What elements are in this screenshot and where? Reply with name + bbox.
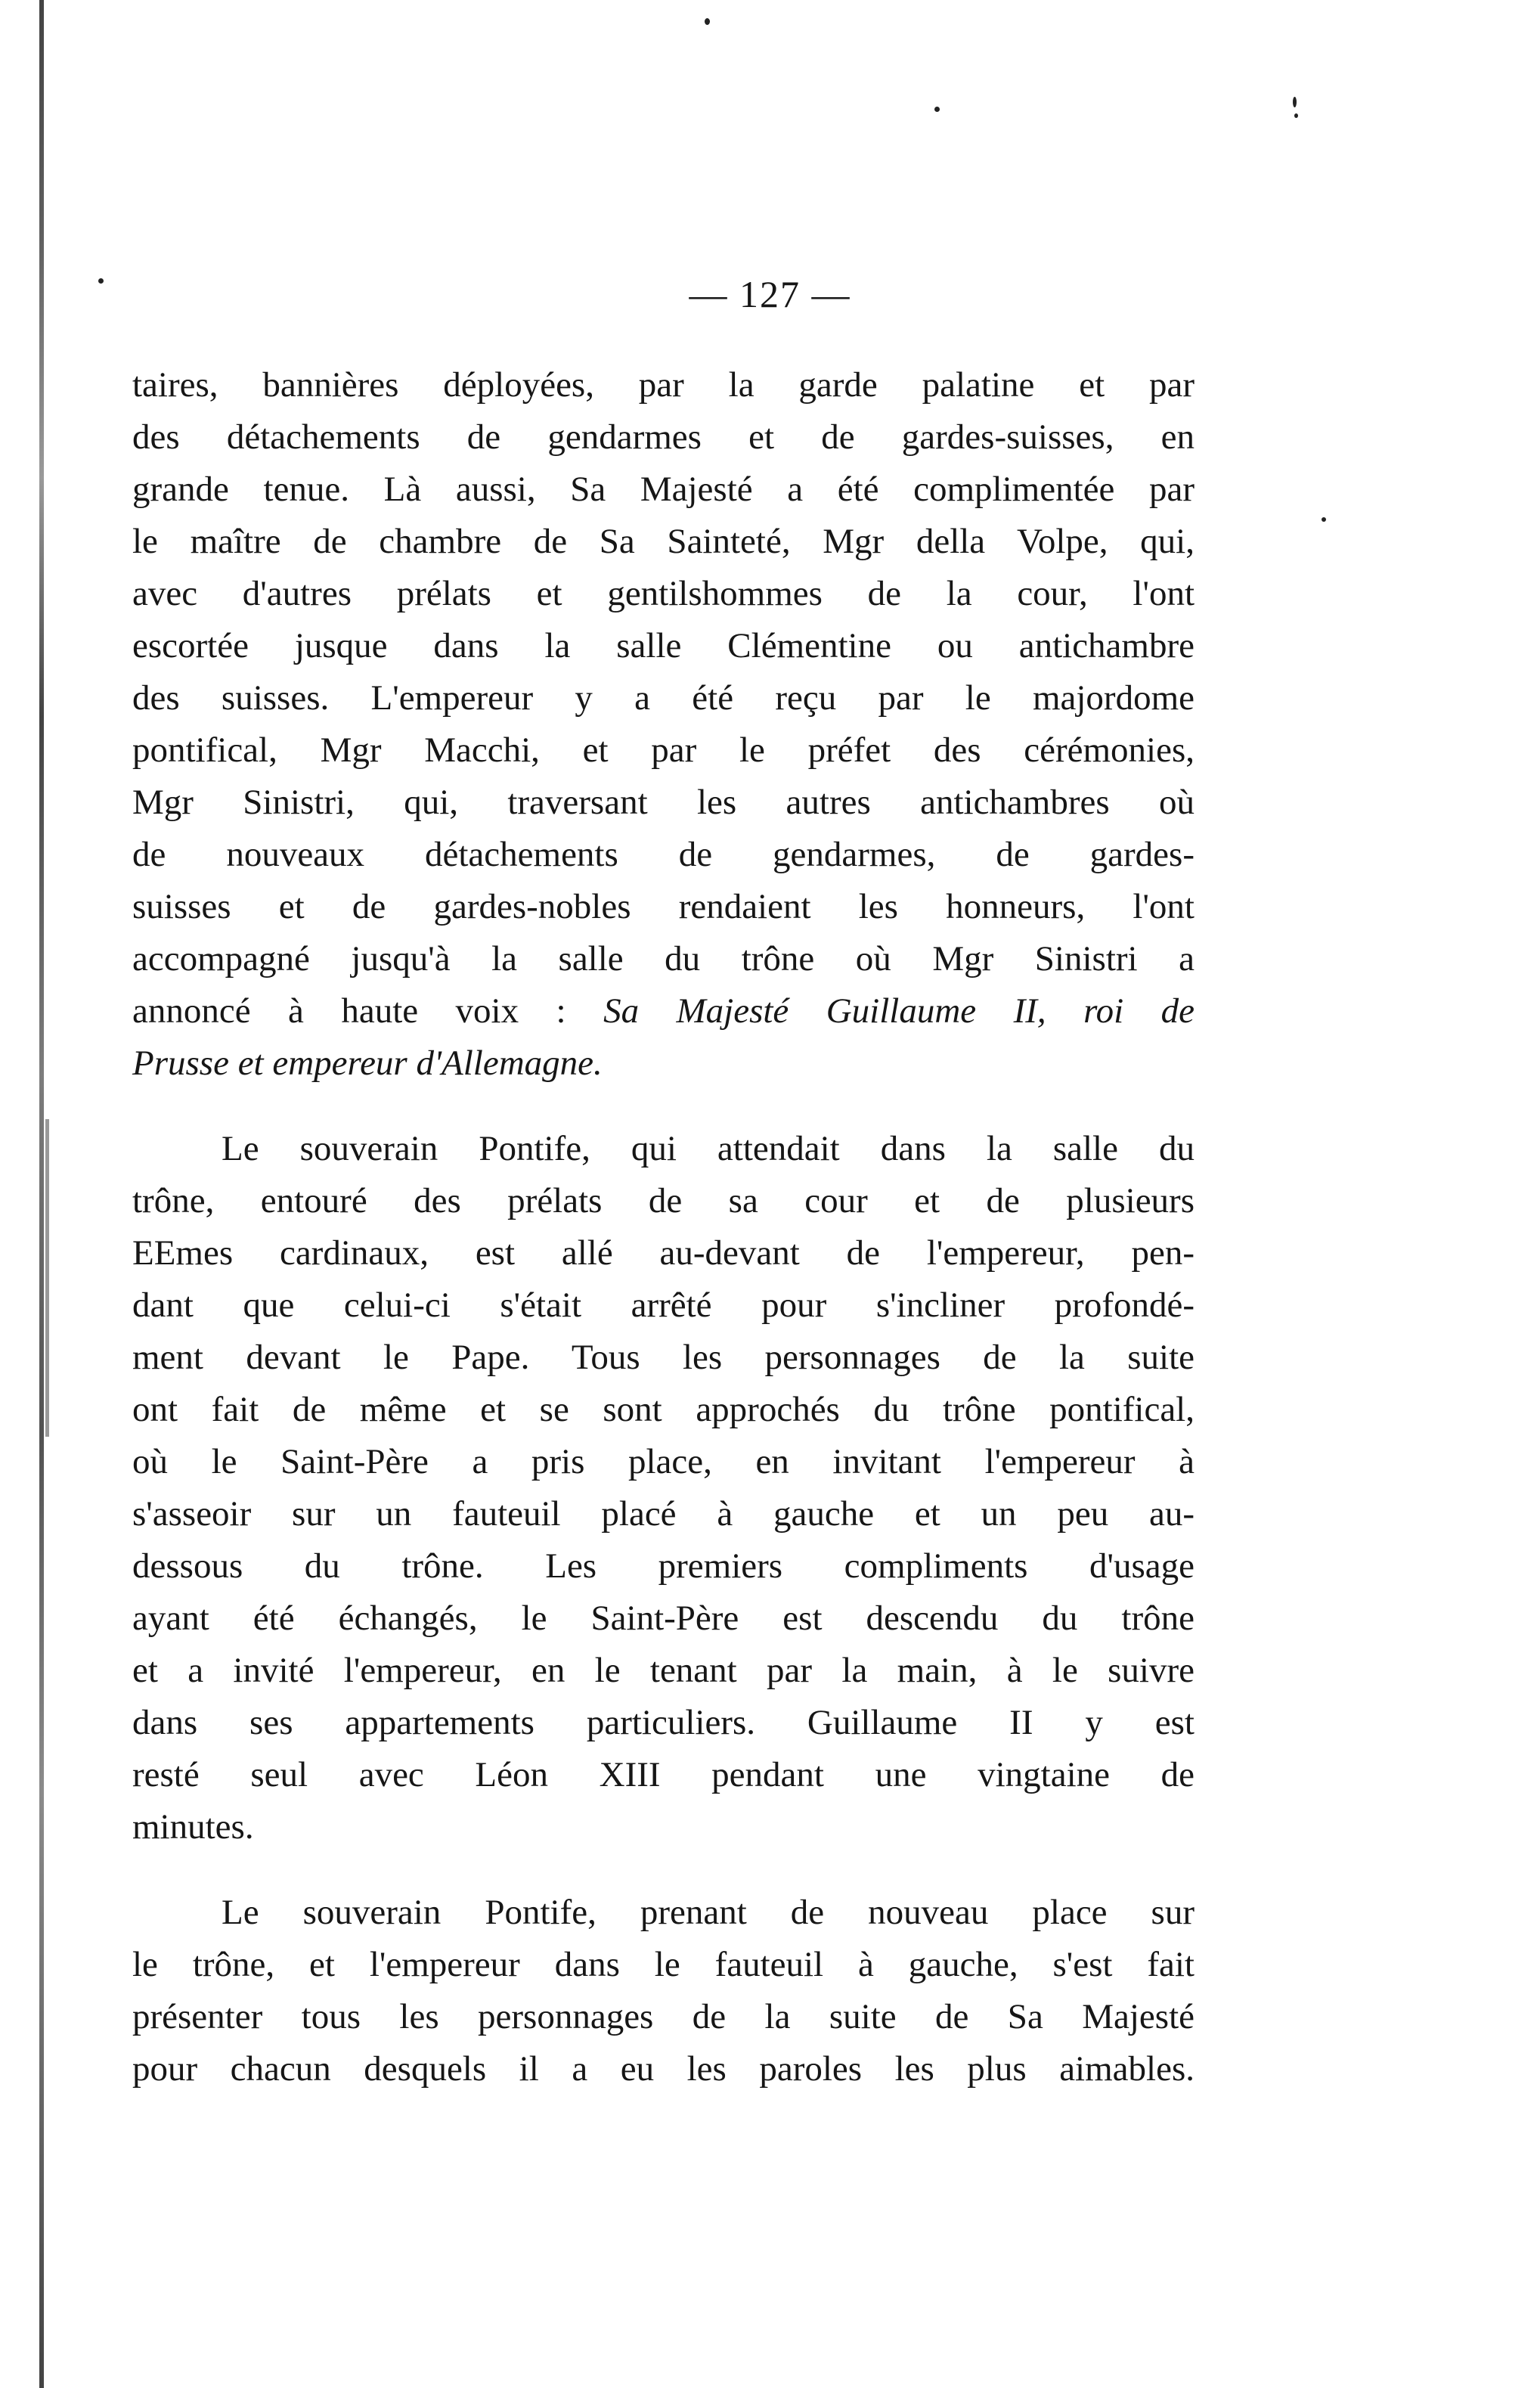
text-line: avec d'autres prélats et gentilshommes de la cour, l'ont (132, 574, 1195, 613)
text-italic: Sa Majesté Guillaume II, roi de (603, 991, 1195, 1031)
text-line: grande tenue. Là aussi, Sa Majesté a été complimentée par (132, 470, 1195, 509)
text-line: Prusse et empereur d'Allemagne. (132, 1044, 603, 1083)
ink-speck (1322, 517, 1326, 522)
text-line: présenter tous les personnages de la suite de Sa Majesté (132, 1997, 1195, 2036)
text-plain: annoncé à haute voix : (132, 991, 604, 1031)
text-line: le maître de chambre de Sa Sainteté, Mgr della Volpe, qui, (132, 522, 1195, 561)
paragraph-1 (132, 359, 1195, 1090)
ink-speck (1293, 97, 1297, 107)
text-line: Le souverain Pontife, prenant de nouveau place sur (222, 1893, 1195, 1932)
ink-speck (1294, 113, 1298, 118)
binding-edge-shadow (45, 1119, 49, 1437)
text-line: pour chacun desquels il a eu les paroles les plus aimables. (132, 2049, 1195, 2089)
text-line: pontifical, Mgr Macchi, et par le préfet des cérémonies, (132, 730, 1195, 770)
ink-speck (705, 18, 710, 25)
text-line: EEmes cardinaux, est allé au-devant de l'empereur, pen- (132, 1233, 1195, 1273)
binding-edge-mark (39, 0, 44, 2388)
paragraph-2 (132, 1123, 1195, 1853)
text-line: ayant été échangés, le Saint-Père est descendu du trône (132, 1599, 1195, 1638)
text-line: trône, entouré des prélats de sa cour et de plusieurs (132, 1181, 1195, 1220)
text-line: taires, bannières déployées, par la garde palatine et par (132, 365, 1195, 405)
text-line (132, 985, 1195, 1037)
text-line: dessous du trône. Les premiers compliments d'usage (132, 1546, 1195, 1586)
text-line: suisses et de gardes-nobles rendaient les honneurs, l'ont (132, 887, 1195, 926)
text-line: le trône, et l'empereur dans le fauteuil à gauche, s'est fait (132, 1945, 1195, 1984)
text-line: minutes. (132, 1807, 254, 1847)
paragraph-3 (132, 1887, 1195, 2095)
text-line: et a invité l'empereur, en le tenant par la main, à le suivre (132, 1651, 1195, 1690)
text-line: s'asseoir sur un fauteuil placé à gauche et un peu au- (132, 1494, 1195, 1534)
text-line: dant que celui-ci s'était arrêté pour s'incliner profondé- (132, 1285, 1195, 1325)
ink-speck (934, 107, 940, 112)
body-text (132, 359, 1195, 2095)
paragraph-gap (132, 1090, 1195, 1123)
text-line: des détachements de gendarmes et de gardes-suisses, en (132, 417, 1195, 457)
text-line: Le souverain Pontife, qui attendait dans la salle du (222, 1129, 1195, 1168)
text-line: ment devant le Pape. Tous les personnages de la suite (132, 1338, 1195, 1377)
text-line: dans ses appartements particuliers. Guillaume II y est (132, 1703, 1195, 1742)
text-line: où le Saint-Père a pris place, en invitant l'empereur à (132, 1442, 1195, 1481)
text-line: de nouveaux détachements de gendarmes, de gardes- (132, 835, 1195, 874)
text-line: accompagné jusqu'à la salle du trône où Mgr Sinistri a (132, 939, 1195, 978)
text-line: des suisses. L'empereur y a été reçu par le majordome (132, 678, 1195, 718)
text-line: escortée jusque dans la salle Clémentine ou antichambre (132, 626, 1195, 665)
text-line: Mgr Sinistri, qui, traversant les autres antichambres où (132, 783, 1195, 822)
page-number: — 127 — (689, 273, 851, 315)
text-line: ont fait de même et se sont approchés du trône pontifical, (132, 1390, 1195, 1429)
text-line: resté seul avec Léon XIII pendant une vingtaine de (132, 1755, 1195, 1794)
paragraph-gap (132, 1853, 1195, 1887)
